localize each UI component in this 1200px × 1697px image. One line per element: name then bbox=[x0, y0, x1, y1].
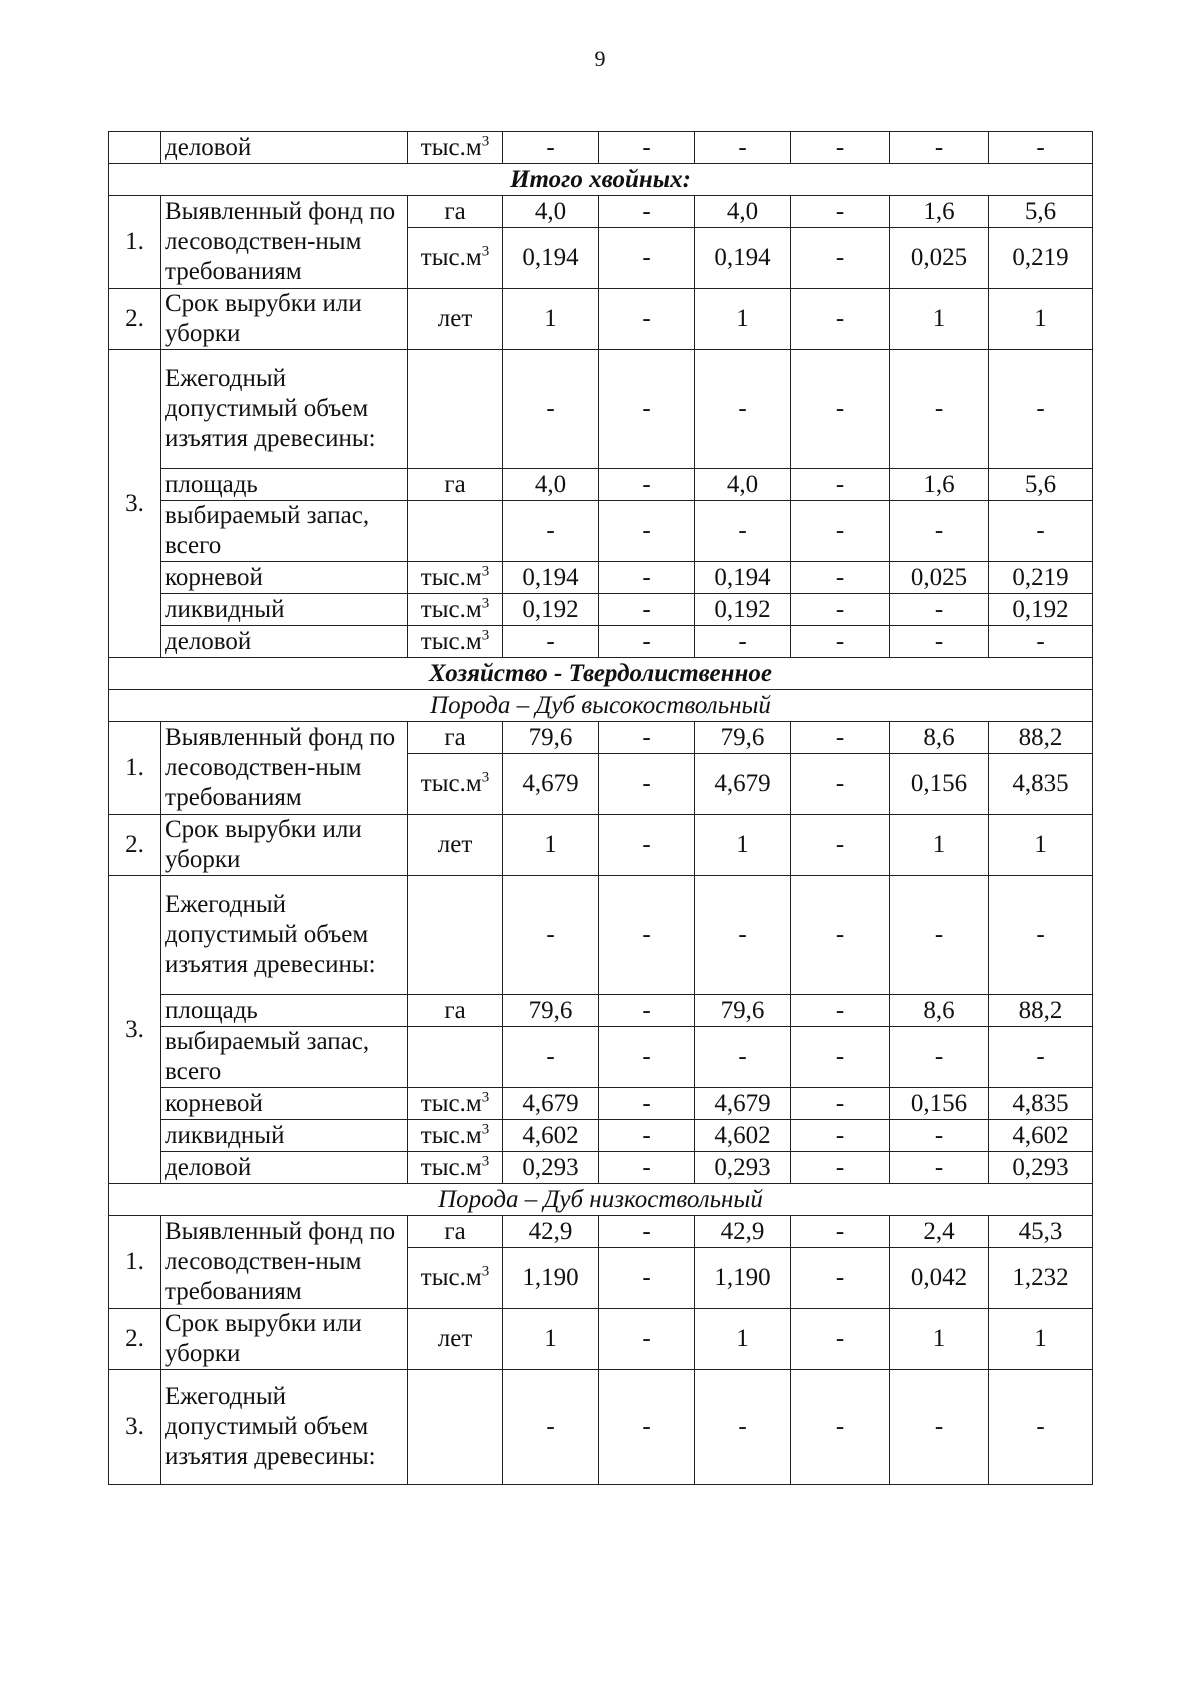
table-row bbox=[109, 469, 1093, 501]
value-cell: - bbox=[791, 501, 890, 562]
subsection-row bbox=[109, 690, 1093, 722]
value-cell: 42,9 bbox=[695, 1216, 791, 1248]
row-label: Ежегодный допустимый объем изъятия древесины: bbox=[161, 876, 408, 995]
value-cell: - bbox=[695, 1027, 791, 1088]
value-cell: - bbox=[989, 132, 1093, 164]
table-row bbox=[109, 1027, 1093, 1088]
value-cell: - bbox=[599, 289, 695, 350]
unit-cell: га bbox=[408, 995, 503, 1027]
row-number: 2. bbox=[109, 1309, 161, 1370]
unit-cell: $тыс.м^3$ bbox=[408, 1152, 503, 1184]
value-cell: - bbox=[599, 815, 695, 876]
row-label: выбираемый запас, всего bbox=[161, 1027, 408, 1088]
value-cell: 79,6 bbox=[695, 995, 791, 1027]
section-heading: Хозяйство - Твердолиственное bbox=[109, 658, 1093, 690]
value-cell: - bbox=[599, 1088, 695, 1120]
value-cell: 79,6 bbox=[503, 722, 599, 754]
value-cell: - bbox=[890, 132, 989, 164]
value-cell: - bbox=[599, 594, 695, 626]
value-cell: - bbox=[989, 350, 1093, 469]
value-cell: - bbox=[599, 1370, 695, 1485]
table-row bbox=[109, 1088, 1093, 1120]
value-cell: 42,9 bbox=[503, 1216, 599, 1248]
unit-cell bbox=[408, 350, 503, 469]
row-label: Выявленный фонд по лесоводствен-ным требованиям bbox=[161, 722, 408, 815]
value-cell: 4,0 bbox=[503, 469, 599, 501]
value-cell: - bbox=[890, 1370, 989, 1485]
value-cell: 5,6 bbox=[989, 196, 1093, 228]
table-row bbox=[109, 501, 1093, 562]
value-cell: 1,190 bbox=[503, 1248, 599, 1309]
value-cell: 1 bbox=[503, 1309, 599, 1370]
value-cell: - bbox=[791, 754, 890, 815]
num-cell bbox=[109, 132, 161, 164]
table-row bbox=[109, 722, 1093, 754]
section-row bbox=[109, 658, 1093, 690]
unit-cell: $тыс.м^3$ bbox=[408, 754, 503, 815]
value-cell: 4,835 bbox=[989, 1088, 1093, 1120]
value-cell: - bbox=[599, 722, 695, 754]
value-cell: - bbox=[695, 350, 791, 469]
value-cell: - bbox=[599, 1309, 695, 1370]
row-label: корневой bbox=[161, 1088, 408, 1120]
value-cell: - bbox=[695, 132, 791, 164]
value-cell: 1 bbox=[890, 289, 989, 350]
value-cell: - bbox=[599, 754, 695, 815]
table-row bbox=[109, 1120, 1093, 1152]
value-cell: 4,0 bbox=[695, 469, 791, 501]
value-cell: 79,6 bbox=[695, 722, 791, 754]
table-row bbox=[109, 1309, 1093, 1370]
unit-cell: $тыс.м^3$ bbox=[408, 1088, 503, 1120]
subsection-heading: Порода – Дуб высокоствольный bbox=[109, 690, 1093, 722]
value-cell: - bbox=[890, 350, 989, 469]
page-number: 9 bbox=[594, 46, 606, 71]
value-cell: 0,192 bbox=[695, 594, 791, 626]
value-cell: - bbox=[791, 469, 890, 501]
value-cell: - bbox=[890, 626, 989, 658]
unit-cell bbox=[408, 501, 503, 562]
row-number: 3. bbox=[109, 350, 161, 658]
unit-cell: га bbox=[408, 1216, 503, 1248]
value-cell: - bbox=[599, 876, 695, 995]
value-cell: - bbox=[791, 1216, 890, 1248]
value-cell: 4,0 bbox=[695, 196, 791, 228]
value-cell: 1 bbox=[503, 815, 599, 876]
value-cell: 0,156 bbox=[890, 1088, 989, 1120]
unit-cell: $тыс.м^3$ bbox=[408, 562, 503, 594]
value-cell: - bbox=[791, 995, 890, 1027]
unit-cell: га bbox=[408, 196, 503, 228]
section-row bbox=[109, 164, 1093, 196]
value-cell: 0,025 bbox=[890, 562, 989, 594]
value-cell: - bbox=[503, 1370, 599, 1485]
value-cell: - bbox=[989, 1027, 1093, 1088]
table-row bbox=[109, 350, 1093, 469]
value-cell: 1,6 bbox=[890, 469, 989, 501]
row-label: Выявленный фонд по лесоводствен-ным требованиям bbox=[161, 1216, 408, 1309]
value-cell: - bbox=[503, 350, 599, 469]
value-cell: 45,3 bbox=[989, 1216, 1093, 1248]
value-cell: - bbox=[890, 876, 989, 995]
value-cell: - bbox=[791, 594, 890, 626]
row-label: площадь bbox=[161, 995, 408, 1027]
unit-cell: $тыс.м^3$ bbox=[408, 594, 503, 626]
value-cell: - bbox=[599, 1248, 695, 1309]
value-cell: - bbox=[599, 132, 695, 164]
value-cell: 88,2 bbox=[989, 995, 1093, 1027]
value-cell: 0,219 bbox=[989, 228, 1093, 289]
value-cell: 1 bbox=[989, 815, 1093, 876]
value-cell: - bbox=[695, 626, 791, 658]
row-label: Ежегодный допустимый объем изъятия древесины: bbox=[161, 350, 408, 469]
value-cell: 2,4 bbox=[890, 1216, 989, 1248]
value-cell: - bbox=[599, 469, 695, 501]
value-cell: 1 bbox=[695, 289, 791, 350]
value-cell: 0,025 bbox=[890, 228, 989, 289]
table-row bbox=[109, 876, 1093, 995]
value-cell: - bbox=[890, 1027, 989, 1088]
value-cell: 4,679 bbox=[695, 1088, 791, 1120]
value-cell: - bbox=[503, 626, 599, 658]
table-row bbox=[109, 594, 1093, 626]
value-cell: - bbox=[503, 132, 599, 164]
row-label: площадь bbox=[161, 469, 408, 501]
value-cell: - bbox=[599, 1216, 695, 1248]
unit-cell: лет bbox=[408, 815, 503, 876]
value-cell: - bbox=[791, 196, 890, 228]
subsection-row bbox=[109, 1184, 1093, 1216]
value-cell: - bbox=[890, 501, 989, 562]
value-cell: - bbox=[890, 1152, 989, 1184]
value-cell: 1,6 bbox=[890, 196, 989, 228]
row-label: Срок вырубки или уборки bbox=[161, 1309, 408, 1370]
value-cell: 8,6 bbox=[890, 995, 989, 1027]
value-cell: - bbox=[695, 1370, 791, 1485]
row-number: 3. bbox=[109, 876, 161, 1184]
row-label: выбираемый запас, всего bbox=[161, 501, 408, 562]
row-number: 1. bbox=[109, 196, 161, 289]
value-cell: 0,192 bbox=[503, 594, 599, 626]
value-cell: - bbox=[503, 876, 599, 995]
unit-cell: лет bbox=[408, 1309, 503, 1370]
value-cell: - bbox=[890, 1120, 989, 1152]
row-number: 2. bbox=[109, 289, 161, 350]
value-cell: 79,6 bbox=[503, 995, 599, 1027]
value-cell: 4,679 bbox=[503, 754, 599, 815]
row-number: 1. bbox=[109, 1216, 161, 1309]
table-row bbox=[109, 995, 1093, 1027]
value-cell: 1 bbox=[890, 815, 989, 876]
value-cell: - bbox=[791, 876, 890, 995]
value-cell: - bbox=[503, 501, 599, 562]
value-cell: - bbox=[791, 1370, 890, 1485]
unit-cell: лет bbox=[408, 289, 503, 350]
value-cell: 4,679 bbox=[503, 1088, 599, 1120]
value-cell: 0,293 bbox=[695, 1152, 791, 1184]
value-cell: - bbox=[791, 722, 890, 754]
row-label: деловой bbox=[161, 132, 408, 164]
row-label: корневой bbox=[161, 562, 408, 594]
table-row bbox=[109, 1216, 1093, 1248]
section-heading: Итого хвойных: bbox=[109, 164, 1093, 196]
value-cell: 1,232 bbox=[989, 1248, 1093, 1309]
value-cell: - bbox=[989, 876, 1093, 995]
value-cell: 1 bbox=[989, 289, 1093, 350]
value-cell: - bbox=[599, 626, 695, 658]
value-cell: - bbox=[791, 1152, 890, 1184]
value-cell: 0,042 bbox=[890, 1248, 989, 1309]
value-cell: 1 bbox=[503, 289, 599, 350]
value-cell: - bbox=[791, 1088, 890, 1120]
value-cell: - bbox=[791, 626, 890, 658]
value-cell: - bbox=[599, 1152, 695, 1184]
value-cell: - bbox=[989, 1370, 1093, 1485]
value-cell: - bbox=[791, 289, 890, 350]
value-cell: 0,194 bbox=[695, 228, 791, 289]
value-cell: - bbox=[599, 350, 695, 469]
value-cell: - bbox=[599, 1120, 695, 1152]
value-cell: 0,156 bbox=[890, 754, 989, 815]
table-row bbox=[109, 289, 1093, 350]
value-cell: - bbox=[599, 501, 695, 562]
value-cell: - bbox=[503, 1027, 599, 1088]
value-cell: 0,194 bbox=[695, 562, 791, 594]
subsection-heading: Порода – Дуб низкоствольный bbox=[109, 1184, 1093, 1216]
table-row bbox=[109, 132, 1093, 164]
unit-cell: $тыс.м^3$ bbox=[408, 1248, 503, 1309]
value-cell: - bbox=[599, 196, 695, 228]
unit-cell: $тыс.м^3$ bbox=[408, 1120, 503, 1152]
value-cell: - bbox=[791, 1248, 890, 1309]
row-label: Срок вырубки или уборки bbox=[161, 289, 408, 350]
value-cell: - bbox=[791, 815, 890, 876]
value-cell: 0,194 bbox=[503, 562, 599, 594]
table-row bbox=[109, 196, 1093, 228]
row-number: 2. bbox=[109, 815, 161, 876]
value-cell: - bbox=[989, 501, 1093, 562]
value-cell: - bbox=[791, 1027, 890, 1088]
value-cell: 0,293 bbox=[989, 1152, 1093, 1184]
row-label: Ежегодный допустимый объем изъятия древесины: bbox=[161, 1370, 408, 1485]
row-number: 3. bbox=[109, 1370, 161, 1485]
value-cell: - bbox=[599, 1027, 695, 1088]
value-cell: 88,2 bbox=[989, 722, 1093, 754]
value-cell: - bbox=[791, 228, 890, 289]
value-cell: - bbox=[791, 1309, 890, 1370]
value-cell: 4,602 bbox=[989, 1120, 1093, 1152]
value-cell: - bbox=[890, 594, 989, 626]
value-cell: - bbox=[695, 501, 791, 562]
value-cell: 1 bbox=[890, 1309, 989, 1370]
unit-cell: $тыс.м^3$ bbox=[408, 132, 503, 164]
value-cell: - bbox=[791, 350, 890, 469]
table-row bbox=[109, 1152, 1093, 1184]
table-row bbox=[109, 815, 1093, 876]
unit-cell: $тыс.м^3$ bbox=[408, 626, 503, 658]
value-cell: 1 bbox=[989, 1309, 1093, 1370]
row-number: 1. bbox=[109, 722, 161, 815]
value-cell: - bbox=[599, 995, 695, 1027]
unit-cell bbox=[408, 1370, 503, 1485]
value-cell: 1,190 bbox=[695, 1248, 791, 1309]
value-cell: - bbox=[791, 132, 890, 164]
value-cell: - bbox=[989, 626, 1093, 658]
row-label: Срок вырубки или уборки bbox=[161, 815, 408, 876]
unit-cell: $тыс.м^3$ bbox=[408, 228, 503, 289]
value-cell: 4,679 bbox=[695, 754, 791, 815]
value-cell: 1 bbox=[695, 1309, 791, 1370]
table-row bbox=[109, 626, 1093, 658]
table-row bbox=[109, 1370, 1093, 1485]
value-cell: 4,0 bbox=[503, 196, 599, 228]
value-cell: 8,6 bbox=[890, 722, 989, 754]
row-label: Выявленный фонд по лесоводствен-ным требованиям bbox=[161, 196, 408, 289]
value-cell: 4,602 bbox=[503, 1120, 599, 1152]
value-cell: 0,192 bbox=[989, 594, 1093, 626]
value-cell: 4,602 bbox=[695, 1120, 791, 1152]
value-cell: - bbox=[599, 562, 695, 594]
row-label: ликвидный bbox=[161, 1120, 408, 1152]
value-cell: 4,835 bbox=[989, 754, 1093, 815]
value-cell: - bbox=[791, 562, 890, 594]
value-cell: - bbox=[695, 876, 791, 995]
table-row bbox=[109, 562, 1093, 594]
value-cell: 1 bbox=[695, 815, 791, 876]
value-cell: - bbox=[791, 1120, 890, 1152]
unit-cell bbox=[408, 876, 503, 995]
value-cell: - bbox=[599, 228, 695, 289]
value-cell: 5,6 bbox=[989, 469, 1093, 501]
unit-cell: га bbox=[408, 469, 503, 501]
row-label: деловой bbox=[161, 626, 408, 658]
row-label: деловой bbox=[161, 1152, 408, 1184]
row-label: ликвидный bbox=[161, 594, 408, 626]
value-cell: 0,293 bbox=[503, 1152, 599, 1184]
value-cell: 0,219 bbox=[989, 562, 1093, 594]
unit-cell bbox=[408, 1027, 503, 1088]
value-cell: 0,194 bbox=[503, 228, 599, 289]
forest-use-table bbox=[108, 131, 1093, 1485]
unit-cell: га bbox=[408, 722, 503, 754]
